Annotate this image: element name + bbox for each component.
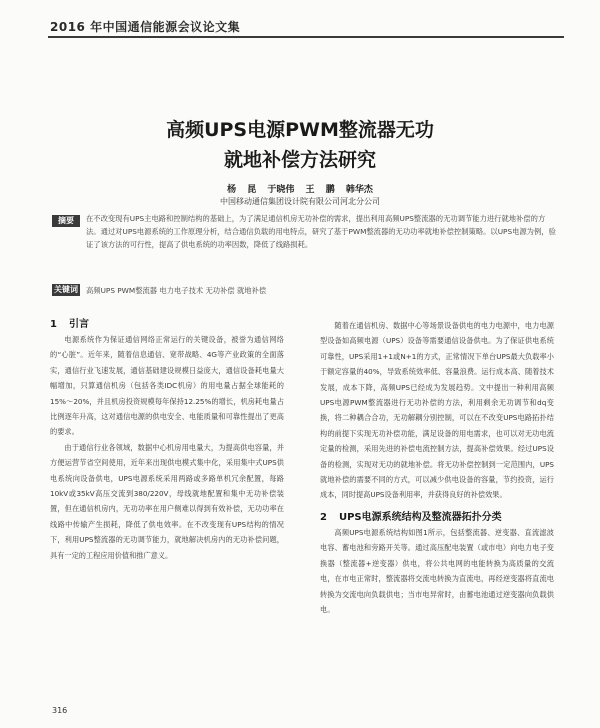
section-1-paragraph-2: 由于通信行业各领域，数据中心机房用电量大，为提高供电容量，并方便运营节省空间使用，近年来出现供电模式集中化，采用集中式UPS供电系统向设备供电，UPS电源系统采用两路或多路单机冗余配置，每路10kV或35kV高压交流到380/220V，母线就地配置和集中无功补偿装置，但在通信机房内，无功功率在用户侧难以得到有效补偿，无功功率在线路中传输产生损耗，降低了供电效率。在不改变现有UPS结构的情况下，利用UPS整流器的无功调节能力，就地解决机房内的无功补偿问题，具有一定的工程应用价值和推广意义。 [50, 442, 284, 560]
section-1-title: 引言 [68, 319, 89, 330]
page-number: 316 [52, 706, 68, 715]
section-2-number: 2 [320, 511, 327, 523]
section-2-paragraph-1: 高频UPS电源系统结构如图1所示，包括整流器、逆变器、直流滤波电容、蓄电池和旁路开关等。通过高压配电装置（或市电）向电力电子变换器（整流器+逆变器）供电，将公共电网的电能转换为高质量的交流电，在市电正常时，整流器将交流电转换为直流电，再经逆变器将直流电转换为交流电向负载供电；当市电异常时，由蓄电池通过逆变器向负载供电。 [320, 527, 554, 614]
intro-continued-paragraph: 随着在通信机房、数据中心等场景设备供电的电力电源中，电力电源型设备如高频电源（UPS）设备等需要通信设备供电。为了保证供电系统可靠性，UPS采用1+1或N+1的方式，正常情况下单台UPS最大负载率小于额定容量的40%，导致系统效率低、容量浪费。运行成本高、随着技术发展，成本下降，高频UPS已经成为发展趋势。文中提出一种利用高频UPS电源PWM整流器进行无功补偿的方法，利用剩余无功调节和dq变换，将二种耦合合功，无功解耦分别控制，可以在不改变UPS电路拓扑结构的前提下实现无功补偿功能，满足设备的用电需求，也可以对无功电流定量的检测，采用先进的补偿电流控制方法，提高补偿效果。经过UPS设备的检测，实现对无功的就地补偿。将无功补偿控制到一定范围内，UPS就地补偿的需要不同的方式，可以减少供电设备的容量，节约投资，运行成本，同时提高UPS设备利用率，并获得良好的补偿效果。 [320, 321, 554, 500]
section-1-number: 1 [50, 319, 57, 330]
section-2-heading [320, 511, 554, 525]
left-column [50, 318, 284, 563]
keywords-label: 关键词 [54, 285, 78, 294]
section-1-paragraph-1: 电源系统作为保证通信网络正常运行的关键设备，被誉为通信网络的“心脏”。近年来，随着信息通信、宽带战略、4G等产业政策的全面落实，通信行业飞速发展，通信基础建设规模日益庞大，通信设备耗电量大幅增加，只算通信机房（包括各类IDC机房）的用电量占据全球能耗的15%～20%，并且机房投资规模每年保持12.25%的增长，机房耗电量占比例逐年升高，这对通信电源的供电安全、电能质量和可靠性提出了更高的要求。 [50, 335, 284, 437]
authors: 杨 昆 于晓伟 王 鹏 韩华杰 [227, 185, 373, 195]
paper-title-line2: 就地补偿方法研究 [223, 149, 376, 171]
affiliation: 中国移动通信集团设计院有限公司河北分公司 [220, 197, 380, 206]
section-2-title: UPS电源系统结构及整流器拓扑分类 [338, 511, 502, 523]
section-1-heading [50, 318, 284, 332]
header-rule [48, 36, 564, 38]
right-column [320, 318, 554, 617]
keywords-text: 高频UPS PWM整流器 电力电子技术 无功补偿 就地补偿 [86, 286, 267, 295]
abstract-label: 摘要 [52, 215, 80, 227]
running-title: 2016 年中国通信能源会议论文集 [50, 20, 241, 34]
paper-title-line1: 高频UPS电源PWM整流器无功 [166, 119, 434, 141]
abstract-text: 在不改变现有UPS主电路和控制结构的基础上，为了满足通信机房无功补偿的需求，提出利用高频UPS整流器的无功调节能力进行就地补偿的方法。通过对UPS电源系统的工作原理分析，结合通信负载的用电特点，研究了基于PWM整流器的无功功率就地补偿控制策略。以UPS电源为例，验证了该方法的可行性，提高了供电系统的功率因数，降低了线路损耗。 [86, 214, 556, 250]
